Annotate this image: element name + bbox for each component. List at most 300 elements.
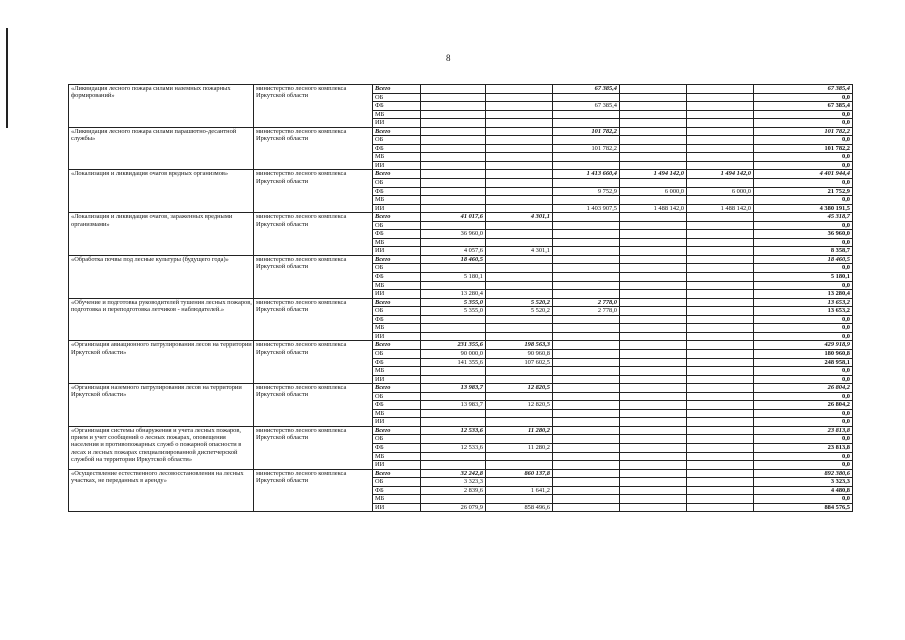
amount-cell [421, 136, 486, 145]
amount-cell: 5 520,2 [486, 307, 553, 316]
amount-cell [421, 119, 486, 128]
table-row [69, 213, 853, 222]
funding-source: ОБ [373, 349, 421, 358]
amount-cell [553, 93, 620, 102]
total-cell: 0,0 [754, 315, 853, 324]
amount-cell [620, 230, 687, 239]
amount-cell [687, 144, 754, 153]
amount-cell: 860 137,8 [486, 469, 553, 478]
amount-cell: 11 280,2 [486, 426, 553, 435]
amount-cell [620, 93, 687, 102]
amount-cell [553, 384, 620, 393]
table-row [69, 341, 853, 350]
total-cell: 0,0 [754, 264, 853, 273]
amount-cell [687, 213, 754, 222]
funding-source: ИИ [373, 161, 421, 170]
total-cell: 884 576,5 [754, 503, 853, 512]
funding-source: ИИ [373, 119, 421, 128]
total-cell: 13 280,4 [754, 290, 853, 299]
amount-cell [687, 127, 754, 136]
amount-cell [486, 315, 553, 324]
total-cell: 0,0 [754, 221, 853, 230]
amount-cell [421, 367, 486, 376]
total-cell: 8 358,7 [754, 247, 853, 256]
amount-cell [620, 495, 687, 504]
amount-cell [421, 110, 486, 119]
total-cell: 892 380,6 [754, 469, 853, 478]
amount-cell [421, 435, 486, 444]
amount-cell [620, 358, 687, 367]
amount-cell [620, 161, 687, 170]
amount-cell [421, 315, 486, 324]
amount-cell [687, 230, 754, 239]
funding-source: Всего [373, 298, 421, 307]
amount-cell [620, 264, 687, 273]
funding-source: МБ [373, 110, 421, 119]
amount-cell [421, 153, 486, 162]
amount-cell [553, 281, 620, 290]
table-row [69, 469, 853, 478]
funding-source: МБ [373, 196, 421, 205]
amount-cell: 2 778,0 [553, 298, 620, 307]
amount-cell: 2 778,0 [553, 307, 620, 316]
amount-cell [553, 435, 620, 444]
amount-cell [620, 213, 687, 222]
funding-source: Всего [373, 213, 421, 222]
amount-cell [421, 392, 486, 401]
amount-cell: 1 403 907,5 [553, 204, 620, 213]
funding-source: ФБ [373, 144, 421, 153]
amount-cell: 1 641,2 [486, 486, 553, 495]
funding-source: МБ [373, 409, 421, 418]
funding-source: МБ [373, 238, 421, 247]
amount-cell [687, 93, 754, 102]
amount-cell: 1 494 142,0 [620, 170, 687, 179]
amount-cell [486, 324, 553, 333]
executor-name: министерство лесного комплекса Иркутской области [254, 298, 373, 341]
amount-cell [687, 298, 754, 307]
amount-cell [486, 392, 553, 401]
amount-cell [553, 409, 620, 418]
amount-cell [486, 161, 553, 170]
total-cell: 0,0 [754, 461, 853, 470]
amount-cell [620, 238, 687, 247]
amount-cell [687, 110, 754, 119]
amount-cell [486, 85, 553, 94]
total-cell: 101 782,2 [754, 127, 853, 136]
amount-cell [486, 238, 553, 247]
amount-cell: 6 000,0 [620, 187, 687, 196]
amount-cell [620, 332, 687, 341]
amount-cell [687, 255, 754, 264]
total-cell: 0,0 [754, 281, 853, 290]
amount-cell: 5 180,1 [421, 273, 486, 282]
funding-source: МБ [373, 495, 421, 504]
funding-source: ОБ [373, 435, 421, 444]
amount-cell [486, 461, 553, 470]
funding-source: Всего [373, 85, 421, 94]
amount-cell [620, 367, 687, 376]
executor-name: министерство лесного комплекса Иркутской области [254, 170, 373, 213]
amount-cell: 1 488 142,0 [620, 204, 687, 213]
amount-cell [687, 85, 754, 94]
amount-cell [421, 418, 486, 427]
amount-cell [553, 119, 620, 128]
amount-cell: 5 355,0 [421, 307, 486, 316]
amount-cell [687, 324, 754, 333]
amount-cell [687, 349, 754, 358]
amount-cell [687, 375, 754, 384]
amount-cell [687, 179, 754, 188]
amount-cell [553, 136, 620, 145]
amount-cell [553, 332, 620, 341]
amount-cell [687, 196, 754, 205]
measure-name: «Организация авиационного патрулирования лесов на территории Иркутской области» [69, 341, 254, 384]
amount-cell: 858 496,6 [486, 503, 553, 512]
amount-cell [553, 367, 620, 376]
amount-cell [553, 418, 620, 427]
measure-name: «Осуществление естественного лесовосстановления на лесных участках, не переданных в аренду» [69, 469, 254, 512]
total-cell: 0,0 [754, 418, 853, 427]
amount-cell [620, 418, 687, 427]
amount-cell [620, 290, 687, 299]
amount-cell [486, 290, 553, 299]
total-cell: 3 323,3 [754, 478, 853, 487]
amount-cell: 4 301,1 [486, 213, 553, 222]
measure-name: «Обучение и подготовка руководителей тушения лесных пожаров, подготовка и переподготовка летчиков - наблюдателей.» [69, 298, 254, 341]
measure-name: «Организация наземного патрулирования лесов на территории Иркутской области» [69, 384, 254, 427]
amount-cell [620, 409, 687, 418]
amount-cell [553, 264, 620, 273]
funding-source: ИИ [373, 461, 421, 470]
amount-cell [421, 85, 486, 94]
amount-cell [620, 349, 687, 358]
amount-cell [553, 486, 620, 495]
amount-cell [687, 469, 754, 478]
total-cell: 0,0 [754, 136, 853, 145]
amount-cell [486, 187, 553, 196]
margin-mark [6, 28, 8, 128]
amount-cell [553, 392, 620, 401]
amount-cell [687, 392, 754, 401]
amount-cell: 12 820,5 [486, 401, 553, 410]
amount-cell [553, 375, 620, 384]
amount-cell [687, 486, 754, 495]
amount-cell [620, 110, 687, 119]
amount-cell [486, 273, 553, 282]
amount-cell [421, 264, 486, 273]
total-cell: 0,0 [754, 375, 853, 384]
funding-source: Всего [373, 341, 421, 350]
total-cell: 13 653,2 [754, 307, 853, 316]
executor-name: министерство лесного комплекса Иркутской области [254, 85, 373, 128]
amount-cell: 4 301,1 [486, 247, 553, 256]
total-cell: 0,0 [754, 119, 853, 128]
table-row [69, 85, 853, 94]
amount-cell [421, 281, 486, 290]
amount-cell [687, 281, 754, 290]
total-cell: 0,0 [754, 452, 853, 461]
total-cell: 0,0 [754, 332, 853, 341]
funding-source: ФБ [373, 315, 421, 324]
amount-cell [486, 93, 553, 102]
amount-cell: 1 494 142,0 [687, 170, 754, 179]
funding-source: ИИ [373, 418, 421, 427]
amount-cell: 13 280,4 [421, 290, 486, 299]
funding-source: ИИ [373, 503, 421, 512]
amount-cell [486, 110, 553, 119]
amount-cell: 13 983,7 [421, 401, 486, 410]
amount-cell [687, 332, 754, 341]
amount-cell [687, 452, 754, 461]
table-row [69, 127, 853, 136]
funding-source: ФБ [373, 443, 421, 452]
amount-cell: 12 533,6 [421, 426, 486, 435]
amount-cell [553, 255, 620, 264]
amount-cell [421, 221, 486, 230]
amount-cell [620, 196, 687, 205]
amount-cell [687, 153, 754, 162]
amount-cell [620, 281, 687, 290]
amount-cell [687, 264, 754, 273]
amount-cell [553, 273, 620, 282]
total-cell: 0,0 [754, 392, 853, 401]
executor-name: министерство лесного комплекса Иркутской области [254, 384, 373, 427]
amount-cell: 141 355,6 [421, 358, 486, 367]
amount-cell [687, 503, 754, 512]
amount-cell: 41 017,6 [421, 213, 486, 222]
amount-cell [486, 367, 553, 376]
amount-cell: 5 520,2 [486, 298, 553, 307]
amount-cell [687, 426, 754, 435]
amount-cell [553, 341, 620, 350]
amount-cell: 107 602,5 [486, 358, 553, 367]
table-row [69, 298, 853, 307]
amount-cell [553, 221, 620, 230]
funding-source: ОБ [373, 221, 421, 230]
measure-name: «Обработка почвы под лесные культуры (будущего года)» [69, 255, 254, 298]
amount-cell [421, 179, 486, 188]
amount-cell [620, 478, 687, 487]
amount-cell [421, 187, 486, 196]
amount-cell [620, 221, 687, 230]
amount-cell: 90 960,8 [486, 349, 553, 358]
amount-cell: 11 280,2 [486, 443, 553, 452]
amount-cell [486, 264, 553, 273]
amount-cell [620, 247, 687, 256]
total-cell: 67 385,4 [754, 85, 853, 94]
amount-cell [553, 161, 620, 170]
amount-cell [553, 349, 620, 358]
amount-cell [620, 469, 687, 478]
amount-cell: 67 385,4 [553, 102, 620, 111]
amount-cell [553, 503, 620, 512]
measure-name: «Организация системы обнаружения и учета лесных пожаров, прием и учет сообщений о лесных пожарах, оповещения населения и противопожарных служб о пожарной опасности в лесах и лесных пожарах специализированной диспетчерской службой на территории Иркутской области» [69, 426, 254, 469]
funding-source: МБ [373, 452, 421, 461]
amount-cell [553, 495, 620, 504]
amount-cell [687, 478, 754, 487]
executor-name: министерство лесного комплекса Иркутской области [254, 213, 373, 256]
amount-cell [421, 409, 486, 418]
funding-source: ОБ [373, 392, 421, 401]
funding-source: ИИ [373, 290, 421, 299]
amount-cell [486, 409, 553, 418]
amount-cell [687, 161, 754, 170]
amount-cell [553, 401, 620, 410]
amount-cell [687, 443, 754, 452]
amount-cell [553, 324, 620, 333]
total-cell: 26 804,2 [754, 384, 853, 393]
total-cell: 18 460,5 [754, 255, 853, 264]
amount-cell [687, 384, 754, 393]
amount-cell [486, 418, 553, 427]
funding-source: Всего [373, 469, 421, 478]
amount-cell: 101 782,2 [553, 127, 620, 136]
total-cell: 26 804,2 [754, 401, 853, 410]
amount-cell: 2 839,6 [421, 486, 486, 495]
amount-cell [486, 495, 553, 504]
amount-cell [620, 102, 687, 111]
amount-cell [687, 409, 754, 418]
amount-cell [620, 435, 687, 444]
amount-cell [486, 332, 553, 341]
total-cell: 23 813,8 [754, 426, 853, 435]
funding-source: Всего [373, 255, 421, 264]
funding-source: ОБ [373, 93, 421, 102]
amount-cell: 36 960,0 [421, 230, 486, 239]
total-cell: 0,0 [754, 409, 853, 418]
amount-cell [553, 230, 620, 239]
funding-source: ИИ [373, 375, 421, 384]
amount-cell: 4 057,6 [421, 247, 486, 256]
budget-table [68, 84, 853, 512]
total-cell: 0,0 [754, 161, 853, 170]
amount-cell [620, 375, 687, 384]
amount-cell [486, 196, 553, 205]
funding-source: ИИ [373, 204, 421, 213]
amount-cell [421, 170, 486, 179]
measure-name: «Ликвидация лесного пожара силами наземных пожарных формирований» [69, 85, 254, 128]
amount-cell [620, 298, 687, 307]
amount-cell [687, 238, 754, 247]
amount-cell [620, 85, 687, 94]
amount-cell [486, 119, 553, 128]
amount-cell [620, 315, 687, 324]
amount-cell [486, 452, 553, 461]
funding-source: ОБ [373, 478, 421, 487]
amount-cell [620, 384, 687, 393]
amount-cell [486, 136, 553, 145]
amount-cell [687, 315, 754, 324]
amount-cell [421, 204, 486, 213]
amount-cell [620, 127, 687, 136]
amount-cell [553, 238, 620, 247]
total-cell: 0,0 [754, 238, 853, 247]
amount-cell [486, 221, 553, 230]
amount-cell [421, 161, 486, 170]
amount-cell: 5 355,0 [421, 298, 486, 307]
amount-cell [486, 204, 553, 213]
total-cell: 5 180,1 [754, 273, 853, 282]
total-cell: 180 960,8 [754, 349, 853, 358]
amount-cell [620, 443, 687, 452]
measure-name: «Локализация и ликвидация очагов вредных организмов» [69, 170, 254, 213]
amount-cell: 231 355,6 [421, 341, 486, 350]
amount-cell [553, 443, 620, 452]
funding-source: ФБ [373, 273, 421, 282]
page-number: 8 [446, 53, 451, 63]
amount-cell [620, 392, 687, 401]
funding-source: ФБ [373, 358, 421, 367]
total-cell: 23 813,8 [754, 443, 853, 452]
amount-cell [687, 102, 754, 111]
executor-name: министерство лесного комплекса Иркутской области [254, 127, 373, 170]
total-cell: 4 401 944,4 [754, 170, 853, 179]
amount-cell [421, 375, 486, 384]
amount-cell [486, 375, 553, 384]
amount-cell [687, 307, 754, 316]
total-cell: 36 960,0 [754, 230, 853, 239]
total-cell: 4 480,8 [754, 486, 853, 495]
total-cell: 67 385,4 [754, 102, 853, 111]
table-row [69, 426, 853, 435]
amount-cell: 101 782,2 [553, 144, 620, 153]
table-body [69, 85, 853, 512]
amount-cell: 3 323,3 [421, 478, 486, 487]
amount-cell [486, 153, 553, 162]
total-cell: 0,0 [754, 495, 853, 504]
total-cell: 0,0 [754, 110, 853, 119]
funding-source: МБ [373, 153, 421, 162]
amount-cell [687, 495, 754, 504]
amount-cell [620, 486, 687, 495]
table-row [69, 170, 853, 179]
total-cell: 4 380 191,5 [754, 204, 853, 213]
amount-cell [553, 179, 620, 188]
table-row [69, 384, 853, 393]
executor-name: министерство лесного комплекса Иркутской области [254, 426, 373, 469]
amount-cell: 1 413 660,4 [553, 170, 620, 179]
amount-cell [553, 110, 620, 119]
total-cell: 0,0 [754, 367, 853, 376]
amount-cell [553, 196, 620, 205]
total-cell: 101 782,2 [754, 144, 853, 153]
executor-name: министерство лесного комплекса Иркутской области [254, 255, 373, 298]
amount-cell: 90 000,0 [421, 349, 486, 358]
amount-cell [486, 435, 553, 444]
amount-cell [421, 93, 486, 102]
amount-cell [553, 153, 620, 162]
amount-cell [620, 341, 687, 350]
amount-cell [486, 144, 553, 153]
funding-source: Всего [373, 170, 421, 179]
amount-cell: 13 983,7 [421, 384, 486, 393]
total-cell: 0,0 [754, 324, 853, 333]
amount-cell [687, 136, 754, 145]
funding-source: ФБ [373, 230, 421, 239]
amount-cell [486, 281, 553, 290]
amount-cell: 1 488 142,0 [687, 204, 754, 213]
amount-cell [553, 315, 620, 324]
total-cell: 248 958,1 [754, 358, 853, 367]
funding-source: ФБ [373, 187, 421, 196]
amount-cell [687, 461, 754, 470]
funding-source: Всего [373, 384, 421, 393]
amount-cell [486, 170, 553, 179]
funding-source: Всего [373, 426, 421, 435]
amount-cell: 198 563,3 [486, 341, 553, 350]
funding-source: МБ [373, 324, 421, 333]
